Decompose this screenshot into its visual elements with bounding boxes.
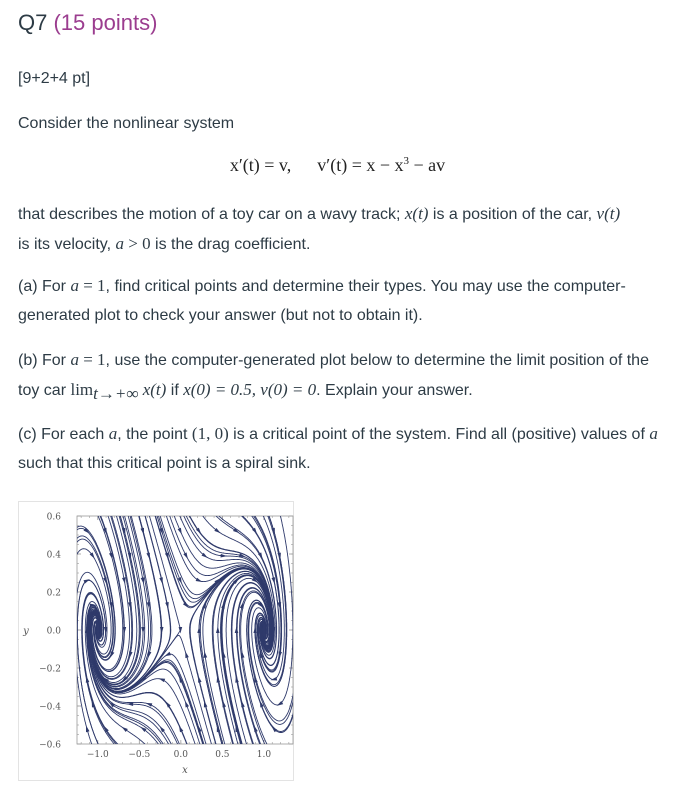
x-tick-label: 1.0 xyxy=(256,750,272,760)
x-tick-label: 0.0 xyxy=(173,750,189,760)
intro-text: Consider the nonlinear system xyxy=(18,115,235,132)
equation-left: x′(t) = v, xyxy=(229,155,292,175)
part-c: (c) For each a, the point (1, 0) is a critical point of the system. Find all (positive) values of a such that this critical point is a spiral sink. xyxy=(18,424,658,472)
x-tick-label: −1.0 xyxy=(86,750,109,760)
y-tick-label: −0.4 xyxy=(39,702,61,713)
points-breakdown: [9+2+4 pt] xyxy=(18,70,91,87)
part-b: (b) For a = 1, use the computer-generated plot below to determine the limit position of the toy car $\lim_{t\to+\infty} x(t)$ if x(0) = 0.5, v(0) = 0. Explain your answer. xyxy=(18,350,649,404)
part-a: (a) For a = 1, find critical points and determine their types. You may use the computer-generated plot to check your answer (but not to obtain it). xyxy=(18,276,626,324)
y-tick-label: 0.0 xyxy=(46,626,61,637)
equation-right: $v'(t) = x - x^3$ − av xyxy=(317,155,446,175)
y-tick-label: 0.2 xyxy=(46,588,61,599)
y-axis-label: y xyxy=(23,626,29,637)
phase-portrait-frame xyxy=(18,501,294,781)
x-axis-label: x xyxy=(182,765,188,776)
y-tick-label: 0.4 xyxy=(46,550,61,561)
system-description: that describes the motion of a toy car on a wavy track; x(t) is a position of the car, v(t) is its velocity, a > 0 is the drag coefficient. xyxy=(18,204,621,253)
x-tick-label: 0.5 xyxy=(215,750,230,760)
x-tick-label: −0.5 xyxy=(128,750,151,760)
y-tick-label: −0.6 xyxy=(39,740,61,751)
question-title xyxy=(18,10,157,36)
question-number: Q7 xyxy=(18,10,48,35)
y-tick-label: −0.2 xyxy=(39,664,61,675)
y-tick-label: 0.6 xyxy=(46,512,61,523)
system-equation xyxy=(0,155,675,176)
question-points: (15 points) xyxy=(53,10,158,35)
